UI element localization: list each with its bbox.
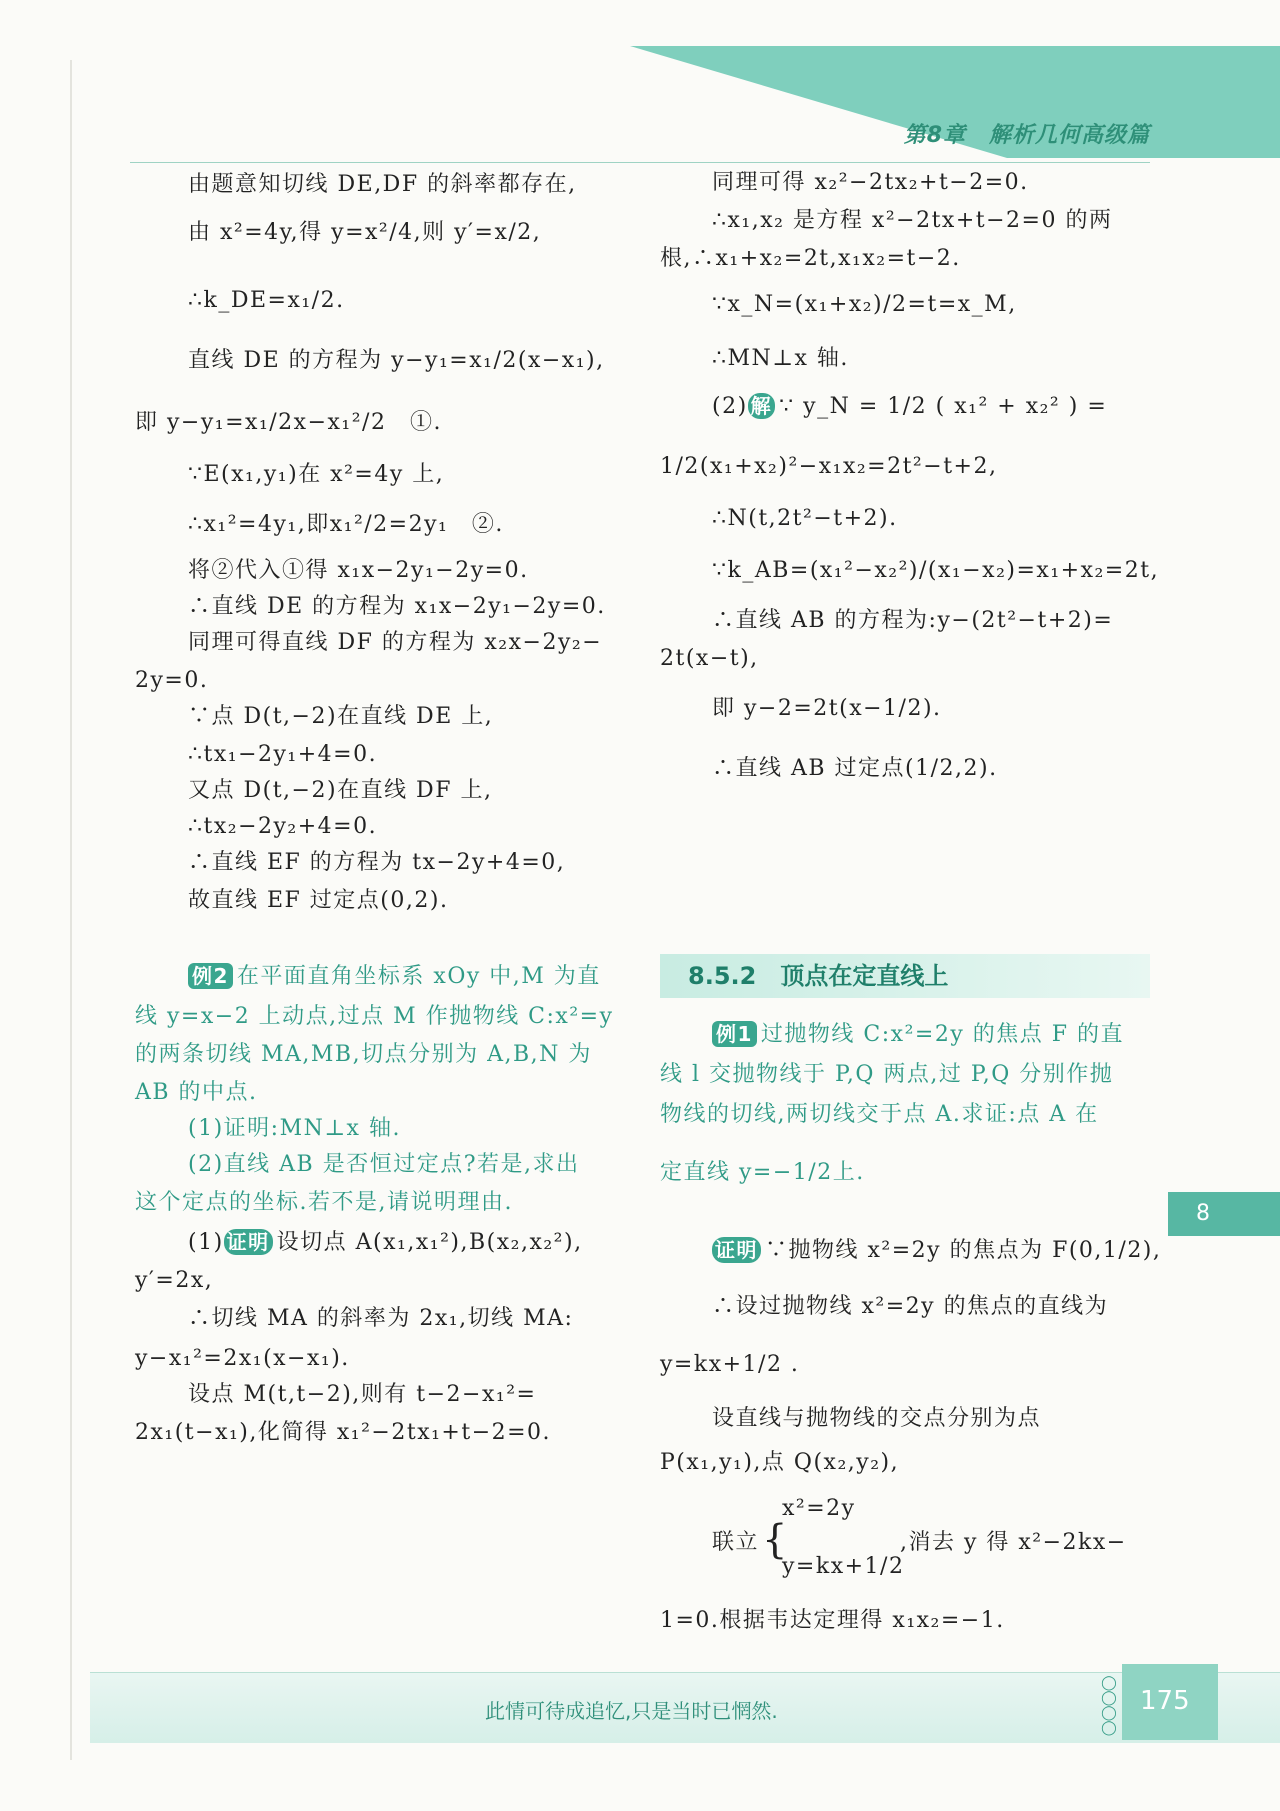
- text-line: 根,∴x₁+x₂=2t,x₁x₂=t−2.: [660, 246, 961, 271]
- text-line: 设直线与抛物线的交点分别为点: [712, 1406, 1042, 1431]
- example-line: (1)证明:MN⊥x 轴.: [188, 1116, 401, 1141]
- text-line: ∴直线 DE 的方程为 x₁x−2y₁−2y=0.: [188, 594, 606, 619]
- system-eq-2: y=kx+1/2: [782, 1554, 905, 1579]
- binding-edge: [70, 60, 72, 1760]
- chapter-side-tab: 8: [1168, 1192, 1280, 1236]
- text-line: 即 y−y₁=x₁/2x−x₁²/2 ①.: [135, 410, 442, 435]
- text-line: 由题意知切线 DE,DF 的斜率都存在,: [188, 172, 577, 197]
- text-line: y′=2x,: [135, 1268, 214, 1293]
- text-line: 1=0.根据韦达定理得 x₁x₂=−1.: [660, 1608, 1005, 1633]
- example-line: 的两条切线 MA,MB,切点分别为 A,B,N 为: [135, 1042, 592, 1067]
- proof-badge: 证明: [224, 1229, 273, 1255]
- text-line: ∴x₁²=4y₁,即x₁²/2=2y₁ ②.: [188, 512, 504, 537]
- proof-text: 设切点 A(x₁,x₁²),B(x₂,x₂²),: [276, 1230, 583, 1255]
- text-line: ∴直线 AB 过定点(1/2,2).: [712, 756, 998, 781]
- proof-text: ∵抛物线 x²=2y 的焦点为 F(0,1/2),: [765, 1238, 1162, 1263]
- example-2-first-line: [188, 962, 601, 992]
- text-line: 2y=0.: [135, 668, 209, 693]
- section-heading: 8.5.2 顶点在定直线上: [660, 954, 1150, 998]
- text-line: ∴直线 AB 的方程为:y−(2t²−t+2)=: [712, 608, 1114, 633]
- proof-first-line: [712, 1236, 1161, 1266]
- example-line: (2)直线 AB 是否恒过定点?若是,求出: [188, 1152, 580, 1177]
- example-line: 物线的切线,两切线交于点 A.求证:点 A 在: [660, 1102, 1099, 1127]
- page-number: 175: [1140, 1686, 1190, 1716]
- text-line: ∴直线 EF 的方程为 tx−2y+4=0,: [188, 850, 566, 875]
- system-label: 联立: [712, 1530, 760, 1555]
- solution-badge: 解: [748, 393, 776, 419]
- example-2-text: 在平面直角坐标系 xOy 中,M 为直: [236, 964, 601, 989]
- example-line: 线 y=x−2 上动点,过点 M 作抛物线 C:x²=y: [135, 1004, 614, 1029]
- example-line: 这个定点的坐标.若不是,请说明理由.: [135, 1190, 513, 1215]
- text-line: 由 x²=4y,得 y=x²/4,则 y′=x/2,: [188, 220, 542, 245]
- text-line: 同理可得 x₂²−2tx₂+t−2=0.: [712, 170, 1029, 195]
- text-line: ∴切线 MA 的斜率为 2x₁,切线 MA:: [188, 1306, 574, 1331]
- example-line: AB 的中点.: [135, 1080, 258, 1105]
- example-2-badge: 例2: [188, 963, 233, 989]
- text-line: y−x₁²=2x₁(x−x₁).: [135, 1346, 350, 1371]
- text-line: ∴x₁,x₂ 是方程 x²−2tx+t−2=0 的两: [712, 208, 1113, 233]
- proof-first-line: [188, 1228, 583, 1258]
- text-line: ∵点 D(t,−2)在直线 DE 上,: [188, 704, 494, 729]
- binder-ring-icon: ◯ ◯ ◯ ◯: [1101, 1675, 1117, 1736]
- part-2-prefix: (2): [712, 394, 748, 419]
- system-brace: {: [762, 1517, 789, 1563]
- part-2-text: ∵ y_N = 1/2 ( x₁² + x₂² ) =: [779, 394, 1108, 419]
- text-line: 直线 DE 的方程为 y−y₁=x₁/2(x−x₁),: [188, 348, 605, 373]
- text-line: 即 y−2=2t(x−1/2).: [712, 696, 942, 721]
- text-line: ∴MN⊥x 轴.: [712, 346, 849, 371]
- text-line: ∴tx₁−2y₁+4=0.: [188, 742, 378, 767]
- text-line: 设点 M(t,t−2),则有 t−2−x₁²=: [188, 1382, 537, 1407]
- text-line: ∵k_AB=(x₁²−x₂²)/(x₁−x₂)=x₁+x₂=2t,: [712, 558, 1160, 583]
- text-line: 2t(x−t),: [660, 646, 759, 671]
- text-line: ∵x_N=(x₁+x₂)/2=t=x_M,: [712, 292, 1017, 317]
- text-line: 将②代入①得 x₁x−2y₁−2y=0.: [188, 558, 529, 583]
- text-line: ∵E(x₁,y₁)在 x²=4y 上,: [188, 462, 445, 487]
- example-line: 定直线 y=−1/2上.: [660, 1160, 865, 1185]
- proof-prefix: (1): [188, 1230, 224, 1255]
- text-line: ,消去 y 得 x²−2kx−: [900, 1530, 1127, 1555]
- text-line: ∴tx₂−2y₂+4=0.: [188, 814, 378, 839]
- text-line: P(x₁,y₁),点 Q(x₂,y₂),: [660, 1450, 900, 1475]
- text-line: 又点 D(t,−2)在直线 DF 上,: [188, 778, 493, 803]
- text-line: 同理可得直线 DF 的方程为 x₂x−2y₂−: [188, 630, 603, 655]
- text-line: ∴k_DE=x₁/2.: [188, 288, 345, 313]
- example-1-first-line: [712, 1020, 1124, 1050]
- example-line: 线 l 交抛物线于 P,Q 两点,过 P,Q 分别作抛: [660, 1062, 1114, 1087]
- footer-quote: 此情可待成追忆,只是当时已惘然.: [485, 1699, 778, 1723]
- part-2-first-line: [712, 392, 1107, 422]
- chapter-title: 第8章 解析几何高级篇: [903, 123, 1150, 148]
- text-line: 2x₁(t−x₁),化简得 x₁²−2tx₁+t−2=0.: [135, 1420, 552, 1445]
- example-1-badge: 例1: [712, 1021, 757, 1047]
- text-line: 故直线 EF 过定点(0,2).: [188, 888, 449, 913]
- example-1-text: 过抛物线 C:x²=2y 的焦点 F 的直: [760, 1022, 1124, 1047]
- text-line: ∴N(t,2t²−t+2).: [712, 506, 898, 531]
- text-line: 1/2(x₁+x₂)²−x₁x₂=2t²−t+2,: [660, 454, 998, 479]
- text-line: ∴设过抛物线 x²=2y 的焦点的直线为: [712, 1294, 1109, 1319]
- text-line: y=kx+1/2 .: [660, 1352, 800, 1377]
- proof-badge: 证明: [712, 1237, 761, 1263]
- system-eq-1: x²=2y: [782, 1496, 856, 1521]
- header-rule: [130, 162, 1150, 163]
